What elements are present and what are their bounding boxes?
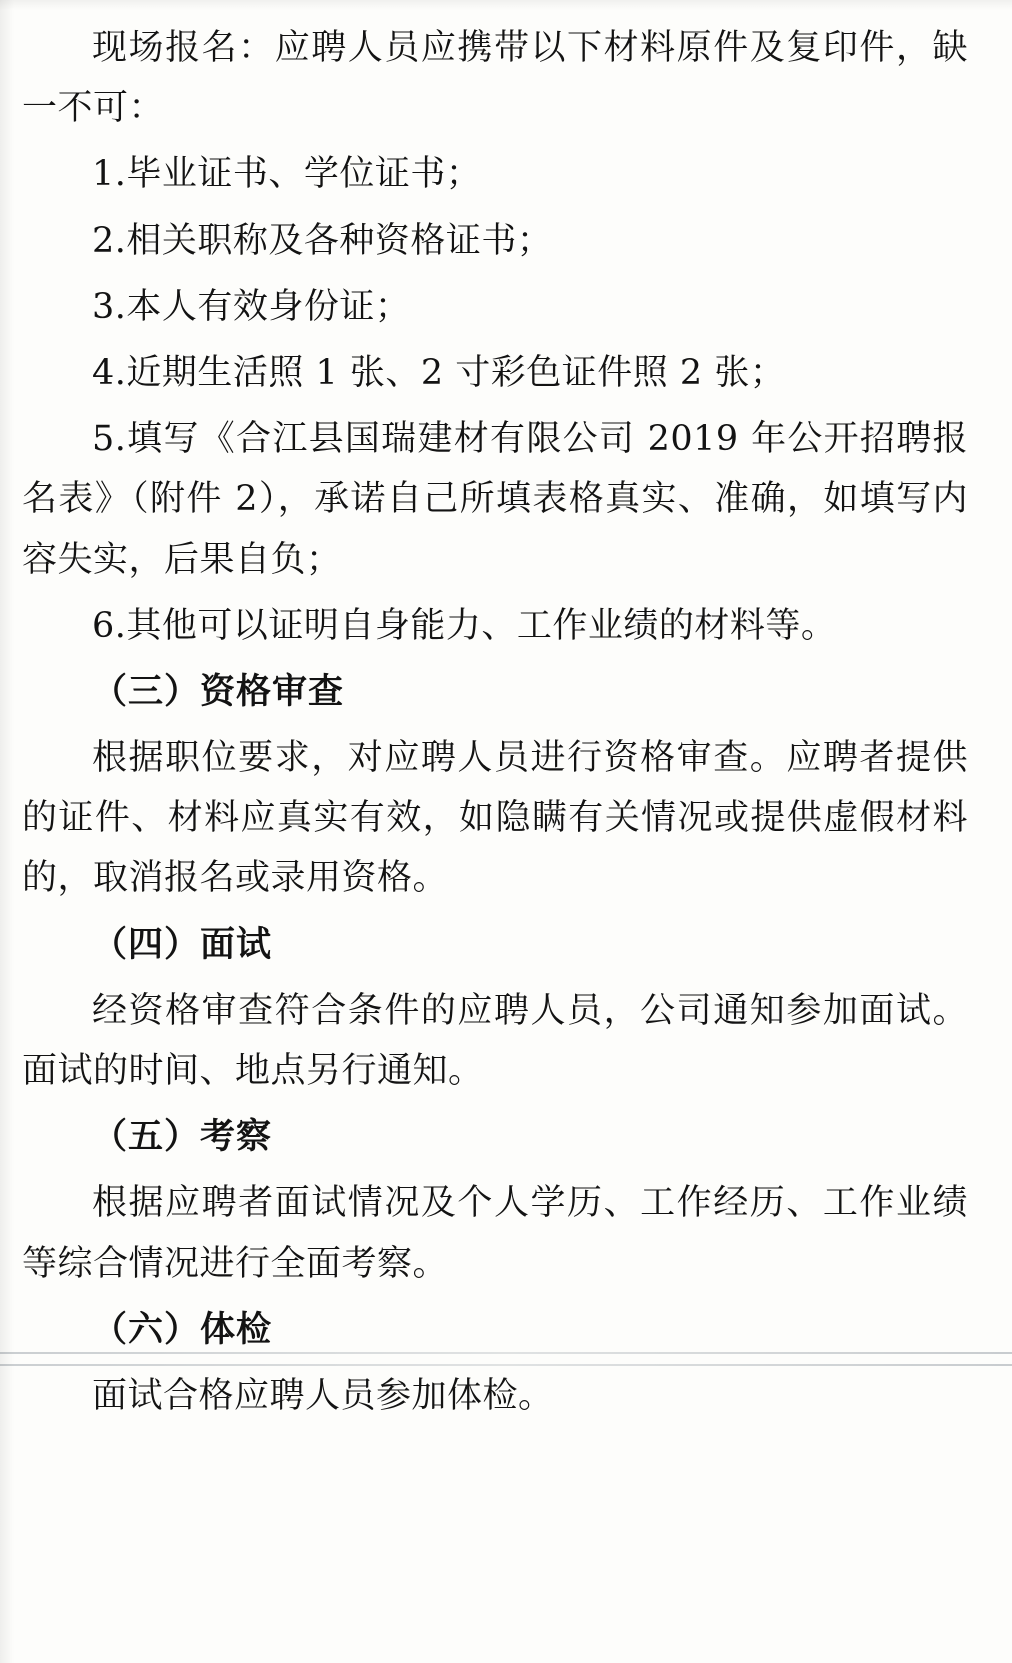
heading-investigation: （五）考察 [92, 1116, 273, 1158]
page-edge-shadow-left [0, 0, 14, 1663]
list-item-5: 5.填写《合江县国瑞建材有限公司 2019 年公开招聘报名表》（附件 2），承诺自己所填表格真实、准确，如填写内容失实，后果自负； [22, 419, 968, 580]
list-item-4: 4.近期生活照 1 张、2 寸彩色证件照 2 张； [92, 352, 786, 393]
paragraph-onsite-registration: 现场报名：应聘人员应携带以下材料原件及复印件，缺一不可： [22, 28, 968, 129]
list-item-3: 3.本人有效身份证； [92, 286, 411, 327]
paragraph-investigation: 根据应聘者面试情况及个人学历、工作经历、工作业绩等综合情况进行全面考察。 [22, 1183, 968, 1284]
list-item-2: 2.相关职称及各种资格证书； [92, 220, 553, 261]
paragraph-physical-exam: 面试合格应聘人员参加体检。 [92, 1375, 554, 1416]
list-item-6: 6.其他可以证明自身能力、工作业绩的材料等。 [92, 605, 837, 646]
page-edge-shadow-top [0, 0, 1012, 10]
list-item-1: 1.毕业证书、学位证书； [92, 154, 482, 195]
heading-qualification-review: （三）资格审查 [92, 670, 345, 712]
paragraph-qualification-review: 根据职位要求，对应聘人员进行资格审查。应聘者提供的证件、材料应真实有效，如隐瞒有关情况或提供虚假材料的，取消报名或录用资格。 [22, 738, 968, 899]
heading-interview: （四）面试 [92, 923, 273, 965]
heading-physical-exam: （六）体检 [92, 1308, 273, 1350]
document-body [22, 18, 968, 1426]
paragraph-interview: 经资格审查符合条件的应聘人员，公司通知参加面试。面试的时间、地点另行通知。 [22, 990, 968, 1091]
